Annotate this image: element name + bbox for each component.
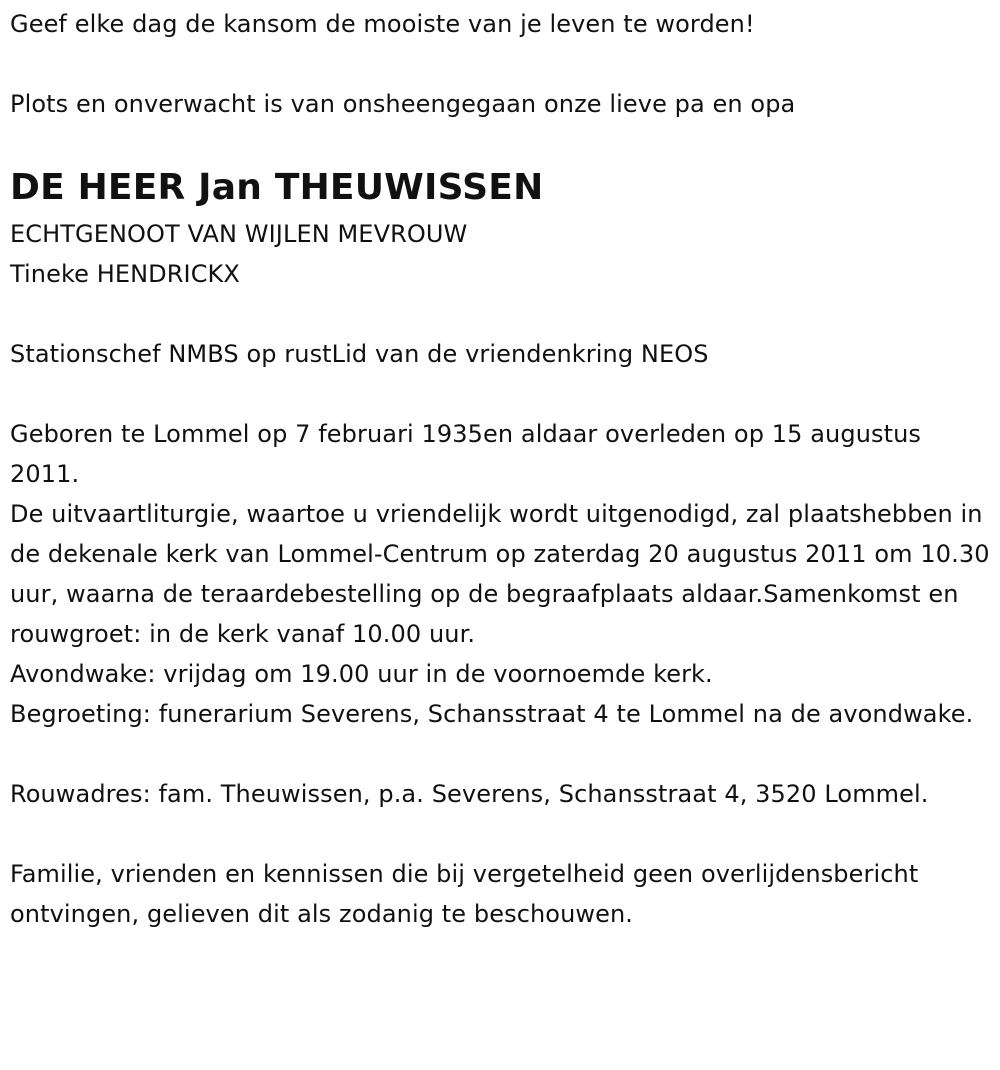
birth-death-paragraph: Geboren te Lommel op 7 februari 1935en aldaar overleden op 15 augustus 2011. — [10, 420, 922, 488]
spouse-title: ECHTGENOOT VAN WIJLEN MEVROUW — [10, 220, 468, 248]
spacer — [10, 294, 990, 334]
greeting-paragraph: Begroeting: funerarium Severens, Schansstraat 4 te Lommel na de avondwake. — [10, 700, 974, 728]
mourning-address: Rouwadres: fam. Theuwissen, p.a. Severens, Schansstraat 4, 3520 Lommel. — [10, 780, 929, 808]
spacer — [10, 734, 990, 774]
closing-paragraph: Familie, vrienden en kennissen die bij vergetelheid geen overlijdensbericht ontvingen, gelieven dit als zodanig te beschouwen. — [10, 860, 919, 928]
spacer — [10, 44, 990, 84]
spacer — [10, 814, 990, 854]
motto-line: Geef elke dag de kansom de mooiste van je leven te worden! — [10, 10, 755, 38]
funeral-paragraph: De uitvaartliturgie, waartoe u vriendelijk wordt uitgenodigd, zal plaatshebben in de dekenale kerk van Lommel-Centrum op zaterdag 20 augustus 2011 om 10.30 uur, waarna de teraardebestelling op de begraafplaats aldaar.Samenkomst en rouwgroet: in de kerk vanaf 10.00 uur. — [10, 500, 990, 648]
occupation-line: Stationschef NMBS op rustLid van de vriendenkring NEOS — [10, 340, 709, 368]
deceased-name: DE HEER Jan THEUWISSEN — [10, 167, 544, 208]
spouse-name: Tineke HENDRICKX — [10, 260, 240, 288]
spacer — [10, 374, 990, 414]
intro-line: Plots en onverwacht is van onsheengegaan onze lieve pa en opa — [10, 90, 796, 118]
vigil-line: Avondwake: vrijdag om 19.00 uur in de voornoemde kerk. — [10, 660, 713, 688]
